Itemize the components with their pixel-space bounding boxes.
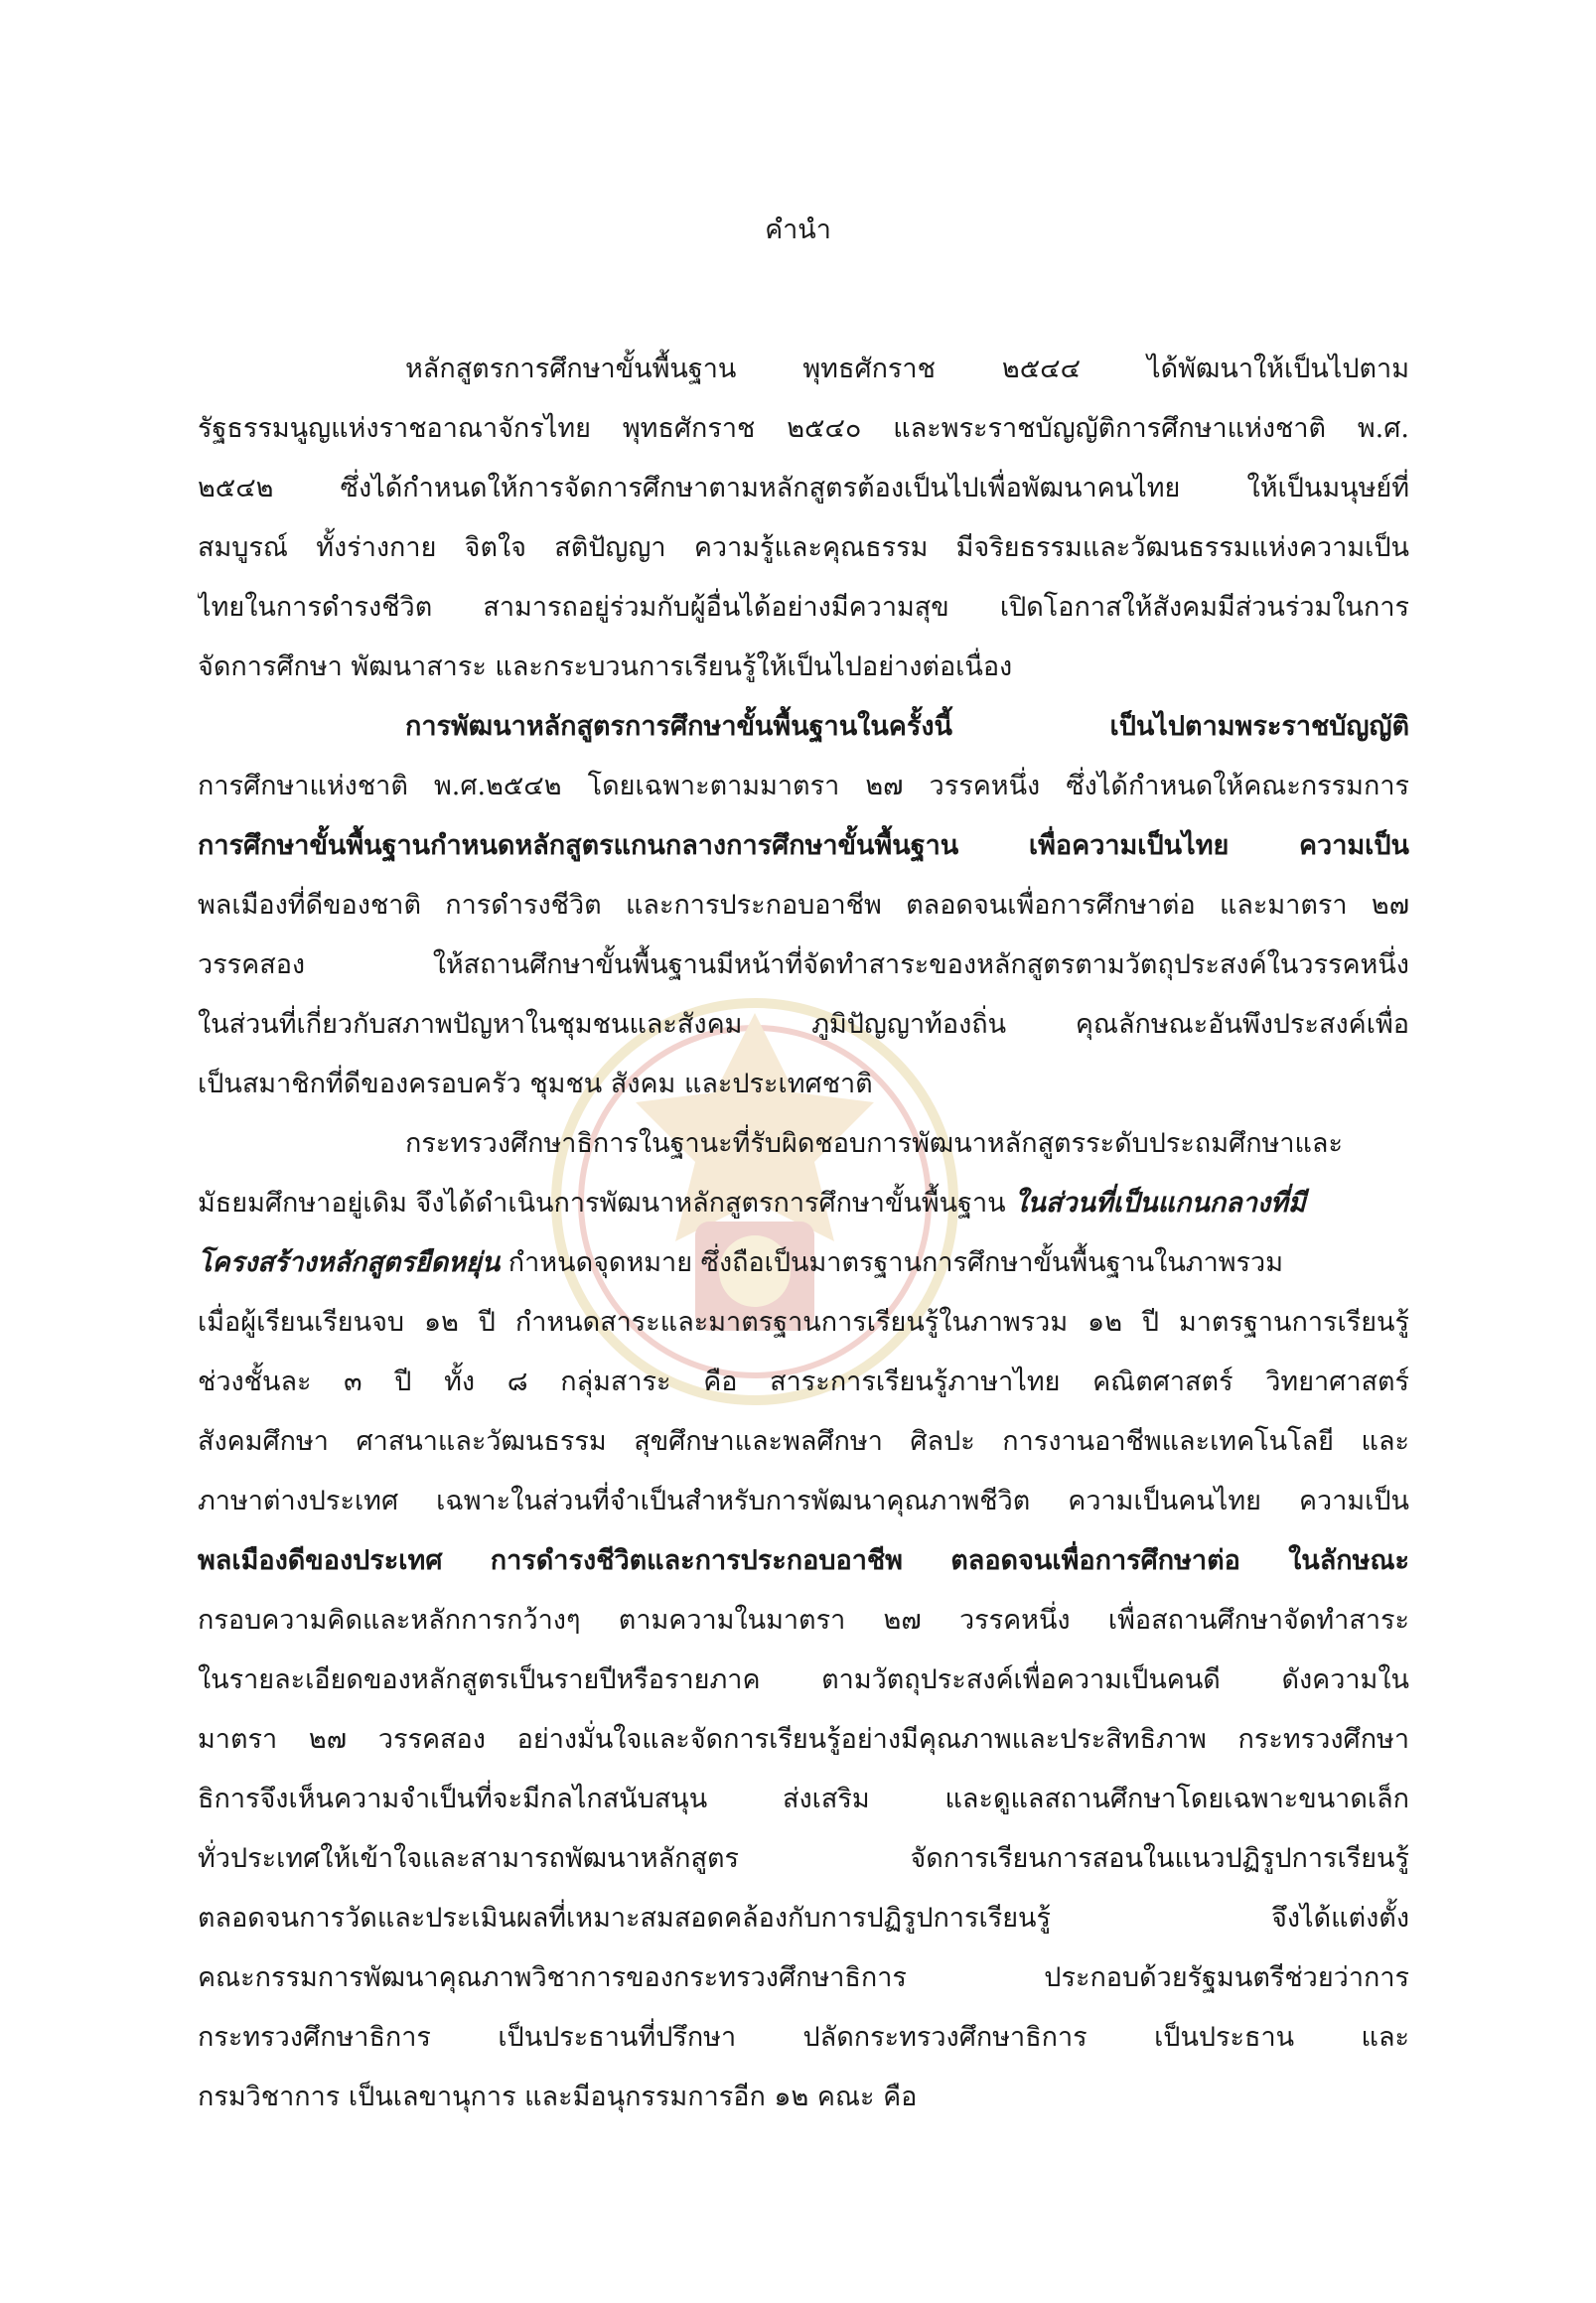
paragraph-line: ในส่วนที่เกี่ยวกับสภาพปัญหาในชุมชนและสังคม ภูมิปัญญาท้องถิ่น คุณลักษณะอันพึงประสงค์เพื่อ <box>198 1009 1409 1040</box>
emphasis-text: โครงสร้างหลักสูตรยืดหยุ่น <box>198 1247 501 1278</box>
paragraph-line: พลเมืองดีของประเทศ การดำรงชีวิตและการประกอบอาชีพ ตลอดจนเพื่อการศึกษาต่อ ในลักษณะ <box>198 1545 1409 1576</box>
paragraph-line: ทั่วประเทศให้เข้าใจและสามารถพัฒนาหลักสูตร จัดการเรียนการสอนในแนวปฏิรูปการเรียนรู้ <box>198 1843 1409 1874</box>
paragraph-line: ภาษาต่างประเทศ เฉพาะในส่วนที่จำเป็นสำหรับการพัฒนาคุณภาพชีวิต ความเป็นคนไทย ความเป็น <box>198 1486 1409 1516</box>
paragraph-line: จัดการศึกษา พัฒนาสาระ และกระบวนการเรียนรู้ให้เป็นไปอย่างต่อเนื่อง <box>198 651 1013 682</box>
paragraph-line: คณะกรรมการพัฒนาคุณภาพวิชาการของกระทรวงศึกษาธิการ ประกอบด้วยรัฐมนตรีช่วยว่าการ <box>198 1962 1409 1993</box>
emphasis-text: ในส่วนที่เป็นแกนกลางที่มี <box>1014 1188 1306 1219</box>
paragraph-line: การศึกษาแห่งชาติ พ.ศ.๒๕๔๒ โดยเฉพาะตามมาตรา ๒๗ วรรคหนึ่ง ซึ่งได้กำหนดให้คณะกรรมการ <box>198 771 1409 801</box>
paragraph-line: การศึกษาขั้นพื้นฐานกำหนดหลักสูตรแกนกลางการศึกษาขั้นพื้นฐาน เพื่อความเป็นไทย ความเป็น <box>198 830 1409 861</box>
paragraph-line: ในรายละเอียดของหลักสูตรเป็นรายปีหรือรายภาค ตามวัตถุประสงค์เพื่อความเป็นคนดี ดังความใน <box>198 1664 1409 1695</box>
paragraph-line: สังคมศึกษา ศาสนาและวัฒนธรรม สุขศึกษาและพลศึกษา ศิลปะ การงานอาชีพและเทคโนโลยี และ <box>198 1426 1409 1457</box>
paragraph-line: ช่วงชั้นละ ๓ ปี ทั้ง ๘ กลุ่มสาระ คือ สาระการเรียนรู้ภาษาไทย คณิตศาสตร์ วิทยาศาสตร์ <box>198 1367 1409 1397</box>
paragraph-line: กระทรวงศึกษาธิการในฐานะที่รับผิดชอบการพัฒนาหลักสูตรระดับประถมศึกษาและ <box>405 1128 1343 1159</box>
paragraph-line: ธิการจึงเห็นความจำเป็นที่จะมีกลไกสนับสนุน ส่งเสริม และดูแลสถานศึกษาโดยเฉพาะขนาดเล็ก <box>198 1784 1409 1814</box>
paragraph-line: กรอบความคิดและหลักการกว้างๆ ตามความในมาตรา ๒๗ วรรคหนึ่ง เพื่อสถานศึกษาจัดทำสาระ <box>198 1605 1409 1636</box>
paragraph-line: ตลอดจนการวัดและประเมินผลที่เหมาะสมสอดคล้องกับการปฏิรูปการเรียนรู้ จึงได้แต่งตั้ง <box>198 1903 1409 1934</box>
paragraph-line: รัฐธรรมนูญแห่งราชอาณาจักรไทย พุทธศักราช ๒๕๔๐ และพระราชบัญญัติการศึกษาแห่งชาติ พ.ศ. <box>198 413 1409 444</box>
paragraph-text: กำหนดจุดหมาย ซึ่งถือเป็นมาตรฐานการศึกษาขั้นพื้นฐานในภาพรวม <box>500 1247 1284 1278</box>
paragraph-line: กระทรวงศึกษาธิการ เป็นประธานที่ปรึกษา ปลัดกระทรวงศึกษาธิการ เป็นประธาน และ <box>198 2022 1409 2053</box>
page-title: คำนำ <box>765 215 831 245</box>
paragraph-line: เมื่อผู้เรียนเรียนจบ ๑๒ ปี กำหนดสาระและมาตรฐานการเรียนรู้ในภาพรวม ๑๒ ปี มาตรฐานการเรียนรู้ <box>198 1307 1409 1338</box>
paragraph-line: สมบูรณ์ ทั้งร่างกาย จิตใจ สติปัญญา ความรู้และคุณธรรม มีจริยธรรมและวัฒนธรรมแห่งความเป็น <box>198 532 1409 563</box>
paragraph-line: หลักสูตรการศึกษาขั้นพื้นฐาน พุทธศักราช ๒๕๔๔ ได้พัฒนาให้เป็นไปตาม <box>405 354 1409 384</box>
paragraph-line <box>198 1174 1409 1233</box>
paragraph-text: มัธยมศึกษาอยู่เดิม จึงได้ดำเนินการพัฒนาหลักสูตรการศึกษาขั้นพื้นฐาน <box>198 1188 1015 1219</box>
paragraph-line: ๒๕๔๒ ซึ่งได้กำหนดให้การจัดการศึกษาตามหลักสูตรต้องเป็นไปเพื่อพัฒนาคนไทย ให้เป็นมนุษย์ที่ <box>198 473 1409 504</box>
paragraph-line <box>198 1233 1409 1293</box>
paragraph-line: กรมวิชาการ เป็นเลขานุการ และมีอนุกรรมการอีก ๑๒ คณะ คือ <box>198 2082 918 2112</box>
paragraph-line: พลเมืองที่ดีของชาติ การดำรงชีวิต และการประกอบอาชีพ ตลอดจนเพื่อการศึกษาต่อ และมาตรา ๒๗ <box>198 890 1409 921</box>
paragraph-line: มาตรา ๒๗ วรรคสอง อย่างมั่นใจและจัดการเรียนรู้อย่างมีคุณภาพและประสิทธิภาพ กระทรวงศึกษา <box>198 1724 1409 1755</box>
paragraph-line: วรรคสอง ให้สถานศึกษาขั้นพื้นฐานมีหน้าที่จัดทำสาระของหลักสูตรตามวัตถุประสงค์ในวรรคหนึ่ง <box>198 949 1409 980</box>
paragraph-line: การพัฒนาหลักสูตรการศึกษาขั้นพื้นฐานในครั้งนี้ เป็นไปตามพระราชบัญญัติ <box>405 711 1409 742</box>
paragraph-line: ไทยในการดำรงชีวิต สามารถอยู่ร่วมกับผู้อื่นได้อย่างมีความสุข เปิดโอกาสให้สังคมมีส่วนร่วมในการ <box>198 592 1409 623</box>
paragraph-line: เป็นสมาชิกที่ดีของครอบครัว ชุมชน สังคม และประเทศชาติ <box>198 1069 873 1099</box>
